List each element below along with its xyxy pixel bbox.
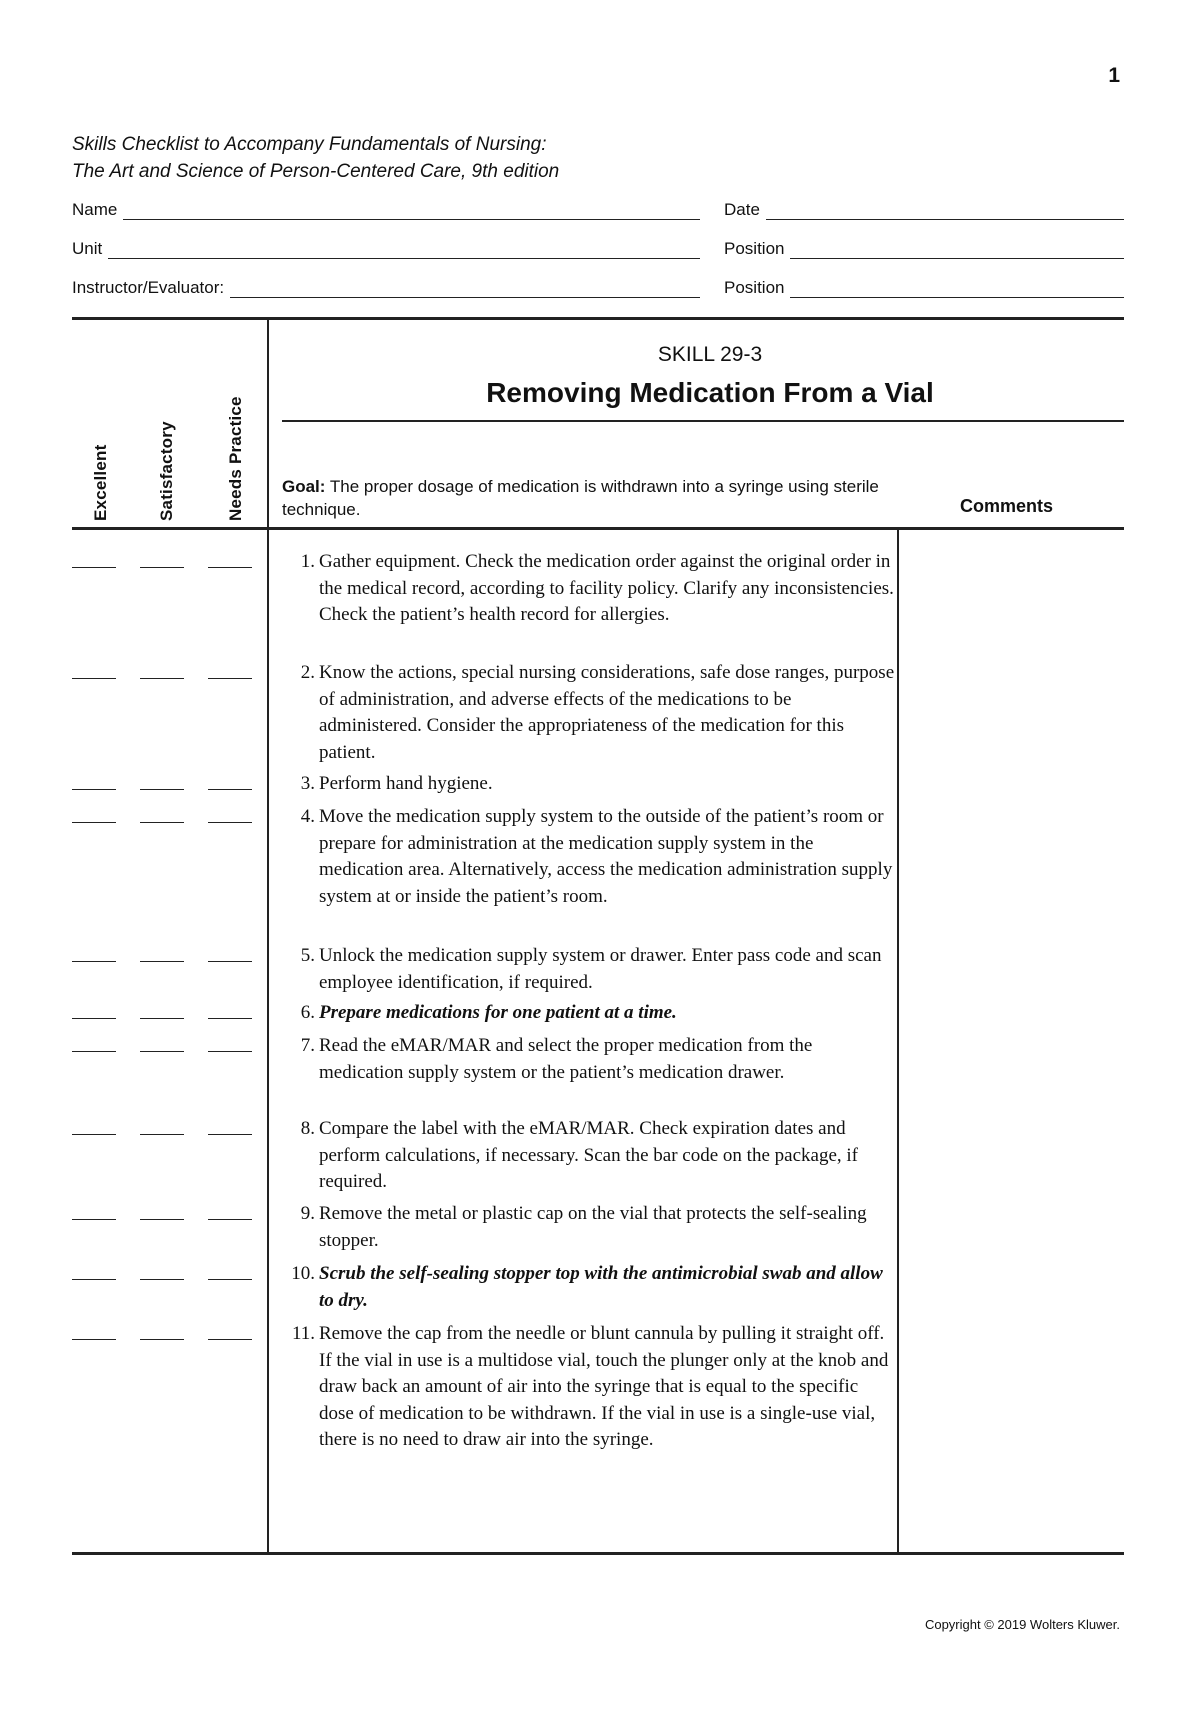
step-text: Scrub the self-sealing stopper top with the antimicrobial swab and allow to dry.	[319, 1263, 883, 1311]
rating-blanks-row[interactable]	[72, 1126, 256, 1136]
instructor-label: Instructor/Evaluator:	[72, 278, 225, 297]
skill-title: Removing Medication From a Vial	[486, 377, 934, 408]
step-2	[287, 660, 895, 766]
step-6	[287, 1000, 895, 1027]
rating-blanks-row[interactable]	[72, 953, 256, 963]
step-3	[287, 771, 895, 798]
page-number: 1	[1108, 64, 1120, 87]
step-number: 5.	[300, 945, 315, 966]
book-title-line-2: The Art and Science of Person-Centered Care, 9th edition	[72, 161, 560, 182]
rating-blanks-row[interactable]	[72, 670, 256, 680]
step-text: Remove the cap from the needle or blunt cannula by pulling it straight off. If the vial in use is a multidose vial, touch the plunger only at the knob and draw back an amount of air into the syringe that is equal to the specific dose of medication to be withdrawn. If the vial in use is a single-use vial, there is no need to draw air into the syringe.	[319, 1323, 889, 1450]
step-number: 2.	[300, 662, 315, 683]
step-4	[287, 804, 895, 910]
step-text: Perform hand hygiene.	[319, 773, 493, 794]
position-line-1[interactable]	[790, 242, 1124, 259]
book-title	[72, 131, 559, 185]
step-5	[287, 943, 895, 996]
step-9	[287, 1201, 895, 1254]
rating-blanks-row[interactable]	[72, 1331, 256, 1341]
name-field[interactable]	[72, 196, 700, 220]
rating-blanks-row[interactable]	[72, 814, 256, 824]
step-7	[287, 1033, 895, 1086]
step-8	[287, 1116, 895, 1196]
rating-blanks-row[interactable]	[72, 1271, 256, 1281]
position-label-2: Position	[724, 278, 785, 297]
step-text: Know the actions, special nursing considerations, safe dose ranges, purpose of administration, and adverse effects of the medications to be administered. Consider the appropriateness of the medication for this patient.	[319, 662, 895, 763]
excellent-header: Excellent	[91, 444, 110, 521]
satisfactory-header: Satisfactory	[157, 421, 176, 521]
skill-number: SKILL 29-3	[657, 343, 763, 366]
position-label-1: Position	[724, 239, 785, 258]
rating-blanks-row[interactable]	[72, 781, 256, 791]
table-top-rule	[72, 317, 1124, 320]
position-field-1[interactable]	[724, 235, 1124, 259]
step-number: 1.	[300, 551, 315, 572]
rating-column-divider	[267, 318, 269, 1554]
name-label: Name	[72, 200, 118, 219]
comments-header: Comments	[960, 496, 1054, 516]
step-number: 8.	[300, 1118, 315, 1139]
position-line-2[interactable]	[790, 281, 1124, 298]
step-1	[287, 549, 895, 629]
step-number: 9.	[300, 1203, 315, 1224]
step-text: Remove the metal or plastic cap on the vial that protects the self-sealing stopper.	[319, 1203, 867, 1251]
rating-blanks-row[interactable]	[72, 1043, 256, 1053]
step-11	[287, 1321, 895, 1454]
rating-blanks-row[interactable]	[72, 1010, 256, 1020]
goal	[282, 475, 882, 521]
step-number: 10.	[291, 1263, 315, 1284]
table-bottom-rule	[72, 1552, 1124, 1555]
unit-label: Unit	[72, 239, 103, 258]
step-number: 7.	[300, 1035, 315, 1056]
step-text: Compare the label with the eMAR/MAR. Check expiration dates and perform calculations, if necessary. Scan the bar code on the package, if required.	[319, 1118, 858, 1192]
step-number: 6.	[300, 1002, 315, 1023]
name-line[interactable]	[123, 203, 700, 220]
instructor-field[interactable]	[72, 274, 700, 298]
step-10	[287, 1261, 895, 1314]
position-field-2[interactable]	[724, 274, 1124, 298]
step-text: Prepare medications for one patient at a time.	[319, 1002, 677, 1023]
goal-label: Goal:	[282, 477, 326, 496]
copyright: Copyright © 2019 Wolters Kluwer.	[924, 1617, 1120, 1632]
step-text: Move the medication supply system to the outside of the patient’s room or prepare for administration at the medication supply system in the medication area. Alternatively, access the medication administration supply system at or inside the patient’s room.	[319, 806, 893, 907]
step-number: 3.	[300, 773, 315, 794]
title-rule	[282, 420, 1124, 422]
step-text: Read the eMAR/MAR and select the proper medication from the medication supply system or the patient’s medication drawer.	[319, 1035, 813, 1083]
rating-blanks-row[interactable]	[72, 559, 256, 569]
unit-line[interactable]	[108, 242, 700, 259]
rating-blanks-row[interactable]	[72, 1211, 256, 1221]
step-number: 11.	[291, 1323, 315, 1344]
step-text: Gather equipment. Check the medication order against the original order in the medical record, according to facility policy. Clarify any inconsistencies. Check the patient’s health record for allergies.	[319, 551, 894, 625]
date-line[interactable]	[766, 203, 1124, 220]
goal-text: The proper dosage of medication is withdrawn into a syringe using sterile technique.	[282, 477, 879, 519]
unit-field[interactable]	[72, 235, 700, 259]
comments-area[interactable]	[899, 530, 1124, 1552]
instructor-line[interactable]	[230, 281, 700, 298]
date-label: Date	[724, 200, 760, 219]
step-number: 4.	[300, 806, 315, 827]
book-title-line-1: Skills Checklist to Accompany Fundamentals of Nursing:	[72, 134, 547, 155]
step-text: Unlock the medication supply system or drawer. Enter pass code and scan employee identification, if required.	[319, 945, 882, 993]
needs-practice-header: Needs Practice	[226, 396, 245, 521]
date-field[interactable]	[724, 196, 1124, 220]
